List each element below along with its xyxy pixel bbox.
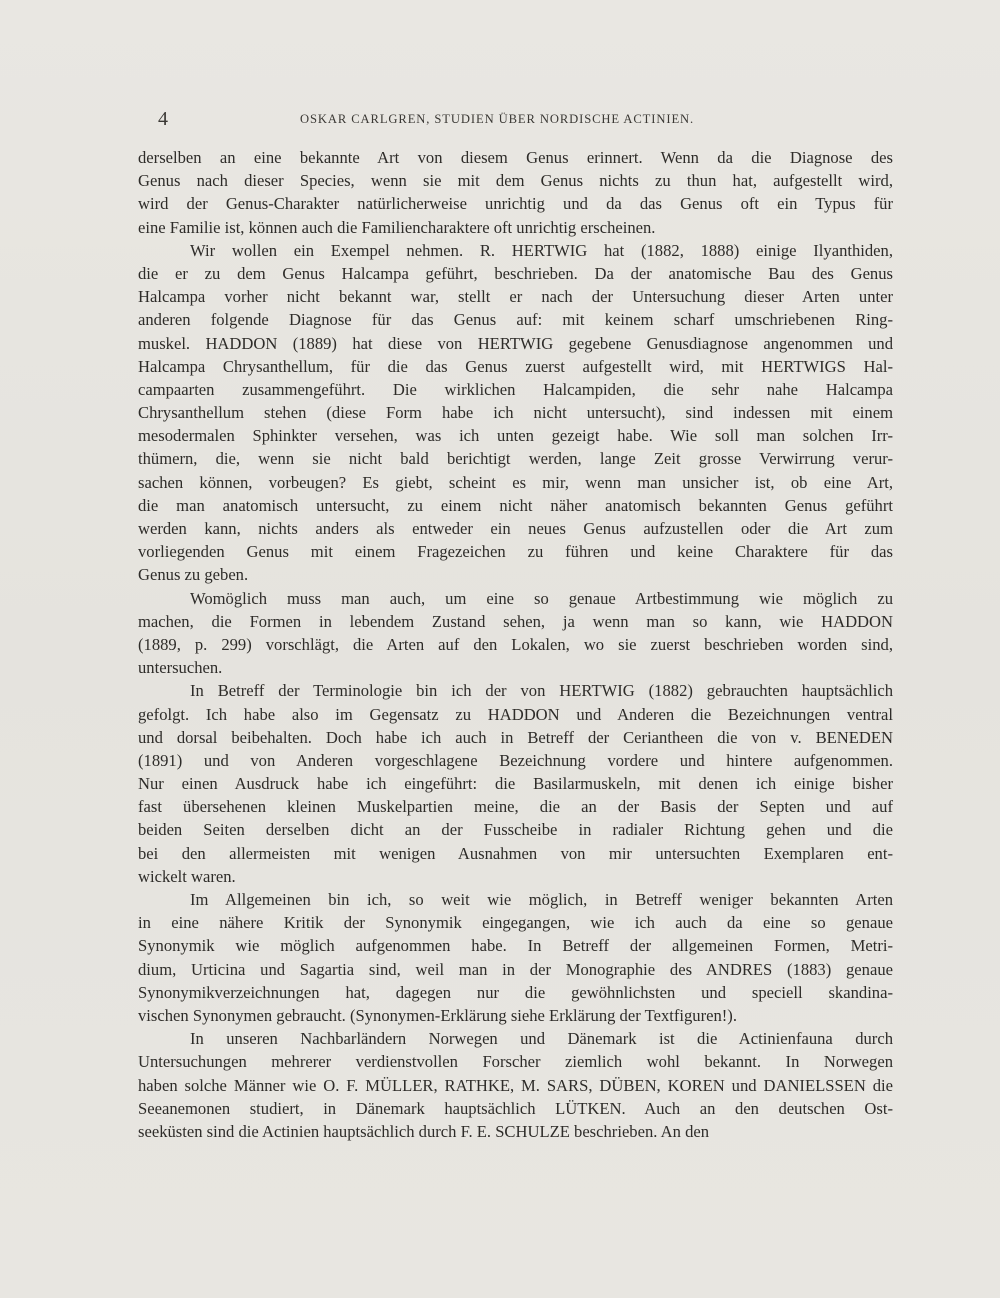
text-line: anderen folgende Diagnose für das Genus auf: mit keinem scharf umschriebenen Ring- (138, 310, 893, 330)
text-line: die man anatomisch untersucht, zu einem nicht näher anatomisch bekannten Genus geführt (138, 495, 893, 515)
text-line: Genus zu geben. (138, 565, 249, 585)
text-line: fast übersehenen kleinen Muskelpartien meine, die an der Basis der Septen und auf (138, 797, 893, 817)
text-line: Halcampa Chrysanthellum, für die das Genus zuerst aufgestellt wird, mit HERTWIGS Hal- (138, 356, 893, 376)
text-line: (1891) und von Anderen vorgeschlagene Bezeichnung vordere und hintere aufgenommen. (138, 750, 893, 770)
text-line: seeküsten sind die Actinien hauptsächlich durch F. E. SCHULZE beschrieben. An den (138, 1121, 710, 1141)
text-line: Womöglich muss man auch, um eine so genaue Artbestimmung wie möglich zu (190, 588, 893, 608)
text-line: machen, die Formen in lebendem Zustand sehen, ja wenn man so kann, wie HADDON (138, 611, 893, 631)
text-line: derselben an eine bekannte Art von diesem Genus erinnert. Wenn da die Diagnose des (138, 148, 893, 167)
text-line: campaarten zusammengeführt. Die wirklichen Halcampiden, die sehr nahe Halcampa (138, 379, 893, 399)
body-text (138, 146, 893, 1143)
text-line: Seeanemonen studiert, in Dänemark hauptsächlich LÜTKEN. Auch an den deutschen Ost- (138, 1098, 893, 1118)
text-line: muskel. HADDON (1889) hat diese von HERTWIG gegebene Genusdiagnose angenommen und (138, 333, 893, 353)
text-line: dium, Urticina und Sagartia sind, weil man in der Monographie des ANDRES (1883) genaue (138, 959, 893, 979)
text-line: werden kann, nichts anders als entweder ein neues Genus aufzustellen oder die Art zum (138, 519, 893, 538)
text-line: (1889, p. 299) vorschlägt, die Arten auf den Lokalen, wo sie zuerst beschrieben worden sind, (138, 634, 893, 654)
text-line: thümern, die, wenn sie nicht bald berichtigt werden, lange Zeit grosse Verwirrung verur- (138, 449, 893, 469)
text-line: Wir wollen ein Exempel nehmen. R. HERTWIG hat (1882, 1888) einige Ilyanthiden, (190, 240, 893, 260)
text-line: und dorsal beibehalten. Doch habe ich auch in Betreff der Ceriantheen die von v. BENEDEN (138, 727, 893, 747)
text-line: haben solche Männer wie O. F. MÜLLER, RATHKE, M. SARS, DÜBEN, KOREN und DANIELSSEN die (138, 1075, 893, 1095)
text-line: Nur einen Ausdruck habe ich eingeführt: die Basilarmuskeln, mit denen ich einige bisher (138, 774, 893, 794)
text-line: beiden Seiten derselben dicht an der Fusscheibe in radialer Richtung gehen und die (138, 820, 893, 840)
text-line: gefolgt. Ich habe also im Gegensatz zu HADDON und Anderen die Bezeichnungen ventral (138, 704, 893, 724)
text-line: In Betreff der Terminologie bin ich der von HERTWIG (1882) gebrauchten hauptsächlich (190, 681, 893, 701)
text-line: vischen Synonymen gebraucht. (Synonymen-Erklärung siehe Erklärung der Textfiguren!). (138, 1005, 737, 1025)
text-line: bei den allermeisten mit wenigen Ausnahmen von mir untersuchten Exemplaren ent- (138, 843, 893, 863)
text-line: in eine nähere Kritik der Synonymik eingegangen, wie ich auch da eine so genaue (138, 913, 893, 933)
running-title: OSKAR CARLGREN, STUDIEN ÜBER NORDISCHE ACTINIEN. (300, 112, 695, 126)
text-line: In unseren Nachbarländern Norwegen und Dänemark ist die Actinienfauna durch (190, 1029, 893, 1049)
text-line: eine Familie ist, können auch die Familiencharaktere oft unrichtig erscheinen. (138, 217, 656, 237)
text-line: sachen können, vorbeugen? Es giebt, scheint es mir, wenn man unsicher ist, ob eine Art, (138, 472, 893, 492)
text-line: mesodermalen Sphinkter versehen, was ich unten gezeigt habe. Wie soll man solchen Irr- (138, 426, 893, 446)
text-line: Genus nach dieser Species, wenn sie mit dem Genus nichts zu thun hat, aufgestellt wird, (138, 171, 893, 191)
text-line: Im Allgemeinen bin ich, so weit wie möglich, in Betreff weniger bekannten Arten (190, 890, 893, 909)
text-line: Untersuchungen mehrerer verdienstvollen Forscher ziemlich wohl bekannt. In Norwegen (138, 1052, 893, 1072)
text-line: Chrysanthellum stehen (diese Form habe ich nicht untersucht), sind indessen mit einem (138, 403, 893, 423)
text-line: untersuchen. (138, 658, 223, 678)
page-number: 4 (158, 108, 168, 130)
text-line: die er zu dem Genus Halcampa geführt, beschrieben. Da der anatomische Bau des Genus (138, 263, 893, 283)
text-line: Synonymikverzeichnungen hat, dagegen nur die gewöhnlichsten und speciell skandina- (138, 982, 893, 1002)
page-header (140, 108, 892, 132)
text-line: wickelt waren. (138, 866, 236, 886)
text-line: vorliegenden Genus mit einem Fragezeichen zu führen und keine Charaktere für das (138, 542, 893, 562)
text-line: Synonymik wie möglich aufgenommen habe. In Betreff der allgemeinen Formen, Metri- (138, 936, 893, 956)
text-line: wird der Genus-Charakter natürlicherweise unrichtig und da das Genus oft ein Typus für (138, 194, 893, 214)
text-line: Halcampa vorher nicht bekannt war, stellt er nach der Untersuchung dieser Arten unter (138, 287, 893, 307)
